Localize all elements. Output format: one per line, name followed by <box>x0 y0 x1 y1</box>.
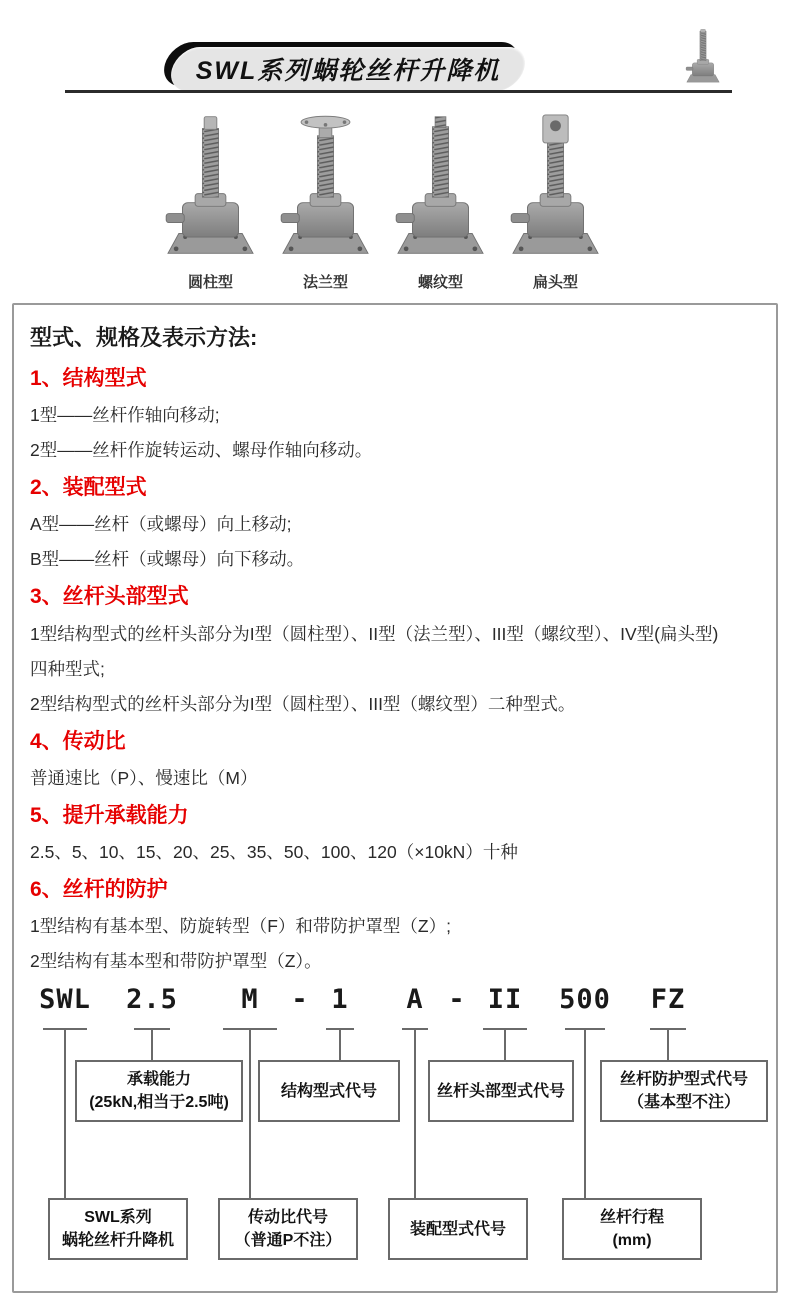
connector-line-series <box>64 1030 66 1198</box>
product-cylindrical <box>160 114 261 292</box>
section-line: 1型——丝杆作轴向移动; <box>30 405 220 426</box>
section-line: 2型——丝杆作旋转运动、螺母作轴向移动。 <box>30 440 373 461</box>
label-box-line: （普通P不注） <box>234 1232 342 1250</box>
section-line: 2型结构型式的丝杆头部分为I型（圆柱型）、III型（螺纹型）二种型式。 <box>30 693 576 714</box>
label-box-line: 装配型式代号 <box>409 1220 506 1238</box>
section-heading-6: 6、丝杆的防护 <box>30 877 168 901</box>
connector-line-head <box>504 1030 506 1060</box>
section-line: 1型结构型式的丝杆头部分为I型（圆柱型）、II型（法兰型）、III型（螺纹型）、IV型(扁头型) <box>30 623 719 644</box>
model-code-part-series: SWL <box>39 984 91 1016</box>
label-box-line: 结构型式代号 <box>280 1082 377 1100</box>
product-label: 扁头型 <box>532 274 578 291</box>
section-line: 2型结构有基本型和带防护罩型（Z）。 <box>30 951 322 972</box>
section-line: B型——丝杆（或螺母）向下移动。 <box>30 549 305 570</box>
label-box-line: （基本型不注） <box>627 1094 740 1112</box>
label-box-series <box>48 1198 188 1260</box>
model-code-part-ratio: M <box>241 984 259 1016</box>
jack-image-threaded-icon <box>390 114 491 266</box>
header-divider <box>65 90 732 93</box>
section-line: 2.5、5、10、15、20、25、35、50、100、120（×10kN）十种 <box>30 841 518 862</box>
label-box-line: 丝杆头部型式代号 <box>436 1082 565 1100</box>
model-code-part-travel: 500 <box>559 984 611 1016</box>
connector-line-capacity <box>151 1030 153 1060</box>
section-line: A型——丝杆（或螺母）向上移动; <box>30 514 292 535</box>
label-box-line: 丝杆防护型式代号 <box>619 1070 748 1088</box>
label-box-line: SWL系列 <box>84 1208 152 1226</box>
product-threaded <box>390 114 491 292</box>
label-box-line: (mm) <box>612 1232 652 1250</box>
product-label: 螺纹型 <box>417 274 463 291</box>
section-heading-3: 3、丝杆头部型式 <box>30 585 189 609</box>
label-box-capacity <box>75 1060 243 1122</box>
label-box-ratio <box>218 1198 358 1260</box>
connector-line-protect <box>667 1030 669 1060</box>
connector-line-structure <box>339 1030 341 1060</box>
label-box-line: 传动比代号 <box>247 1208 328 1226</box>
model-code-part-capacity: 2.5 <box>126 984 178 1016</box>
label-box-line: (25kN,相当于2.5吨) <box>89 1094 229 1112</box>
label-box-line: 蜗轮丝杆升降机 <box>61 1232 174 1250</box>
page-title: SWL系列蜗轮丝杆升降机 <box>195 57 501 85</box>
label-box-line: 丝杆行程 <box>599 1208 664 1226</box>
jack-image-cylindrical-icon <box>160 114 261 266</box>
label-box-structure <box>258 1060 400 1122</box>
connector-line-ratio <box>249 1030 251 1198</box>
section-heading-5: 5、提升承载能力 <box>30 803 189 827</box>
product-label: 圆柱型 <box>187 274 233 291</box>
section-heading-4: 4、传动比 <box>30 729 126 753</box>
model-code-dash: - <box>291 984 309 1016</box>
section-heading-2: 2、装配型式 <box>30 476 147 500</box>
model-code-part-structure: 1 <box>331 984 349 1016</box>
product-label: 法兰型 <box>302 274 348 291</box>
jack-image-flathead-icon <box>505 114 606 266</box>
product-flathead <box>505 114 606 292</box>
model-code-dash: - <box>448 984 466 1016</box>
label-box-travel <box>562 1198 702 1260</box>
product-flange <box>275 114 376 292</box>
connector-line-assembly <box>414 1030 416 1198</box>
label-box-head-type <box>428 1060 574 1122</box>
section-title: 型式、规格及表示方法: <box>30 325 258 350</box>
model-code-part-protect: FZ <box>650 984 686 1016</box>
section-line: 四种型式; <box>30 658 105 679</box>
section-line: 普通速比（P）、慢速比（M） <box>30 767 258 788</box>
jack-image-flange-icon <box>275 114 376 266</box>
spec-section <box>12 303 778 1293</box>
label-box-assembly <box>388 1198 528 1260</box>
label-box-line: 承载能力 <box>126 1070 191 1088</box>
model-code-diagram <box>30 984 770 1264</box>
label-box-protection <box>600 1060 768 1122</box>
section-line: 1型结构有基本型、防旋转型（F）和带防护罩型（Z）; <box>30 916 451 937</box>
connector-line-travel <box>584 1030 586 1198</box>
model-code-part-head: II <box>487 984 523 1016</box>
product-image-row <box>160 114 620 292</box>
jack-thumbnail-icon <box>684 27 722 89</box>
header-banner <box>172 47 524 91</box>
section-heading-1: 1、结构型式 <box>30 367 147 390</box>
model-code-part-assembly: A <box>406 984 424 1016</box>
